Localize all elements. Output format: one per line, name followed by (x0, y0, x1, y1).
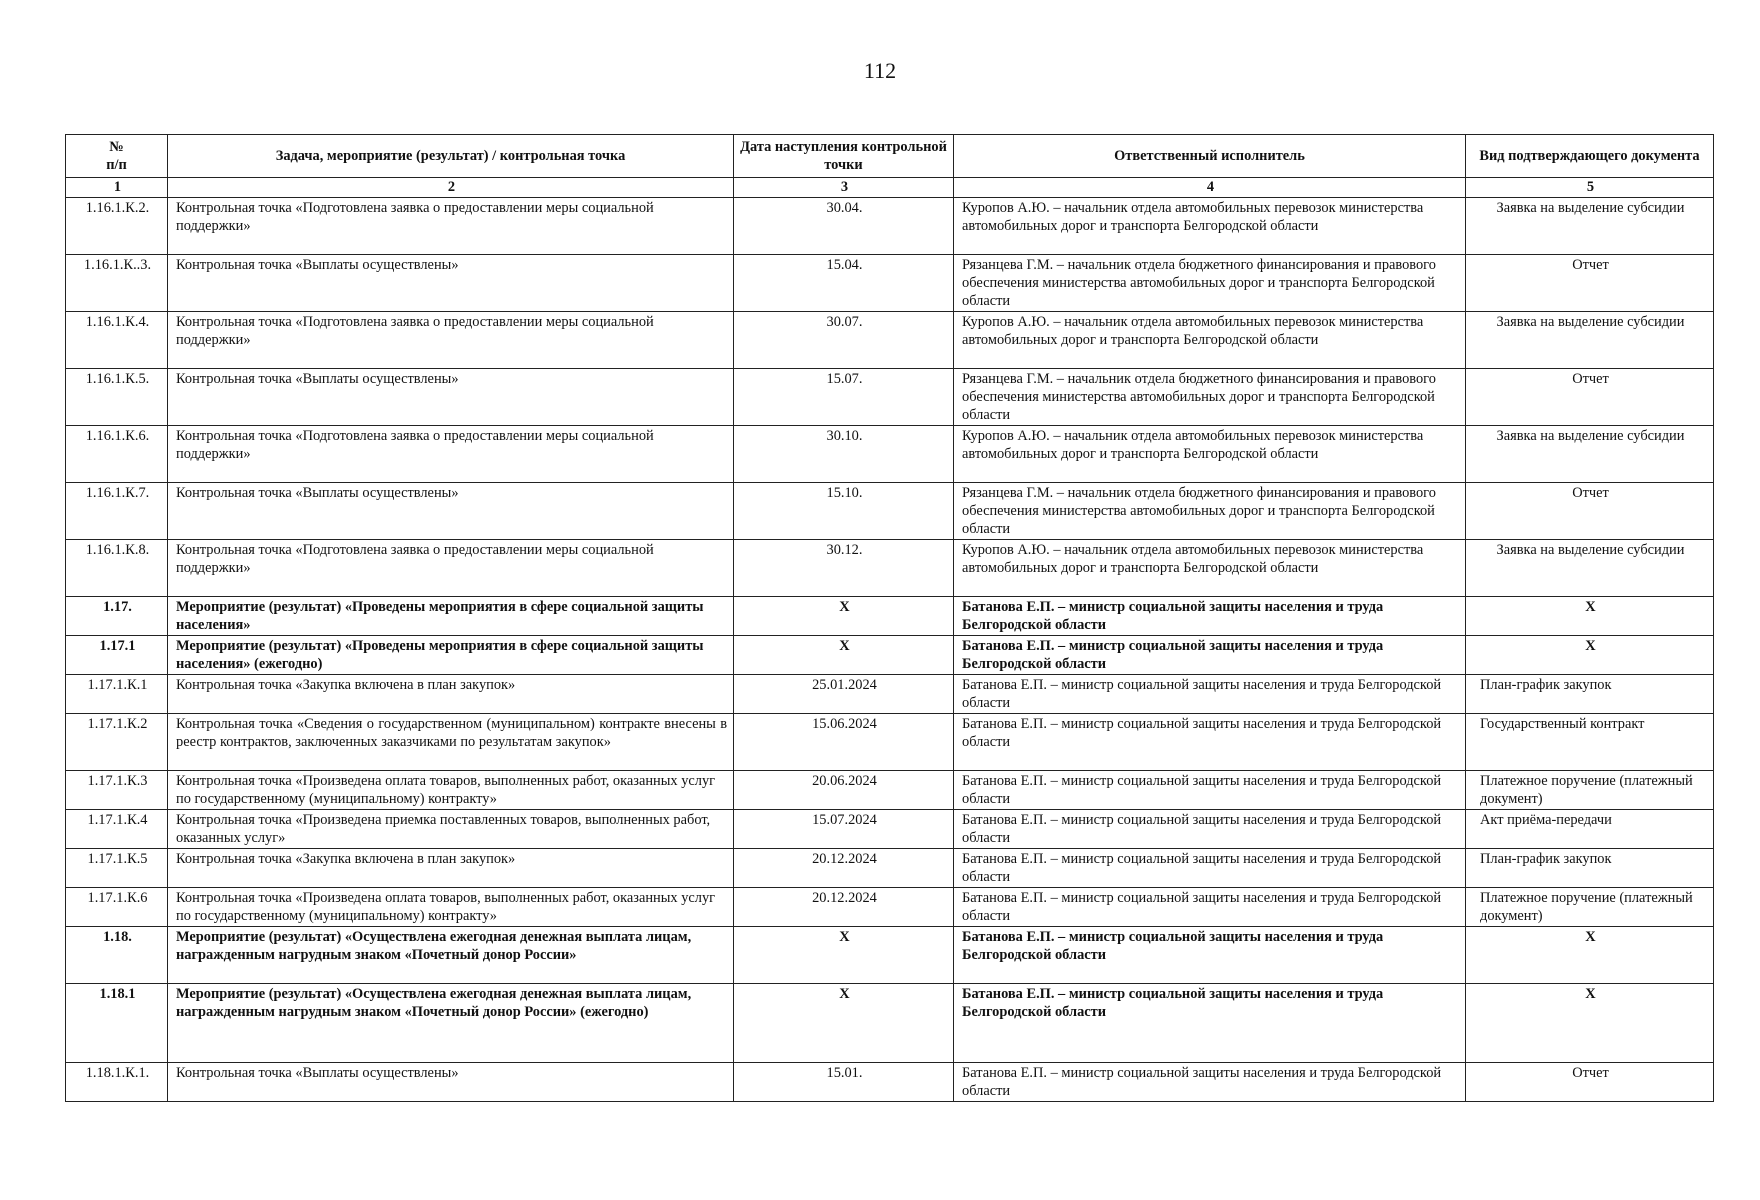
row-executor: Батанова Е.П. – министр социальной защиты населения и труда Белгородской области (954, 810, 1466, 849)
column-index: 4 (954, 178, 1466, 198)
row-number: 1.16.1.К.2. (66, 198, 168, 255)
row-executor: Батанова Е.П. – министр социальной защиты населения и труда Белгородской области (954, 849, 1466, 888)
row-number: 1.16.1.К.7. (66, 483, 168, 540)
row-task: Контрольная точка «Произведена оплата товаров, выполненных работ, оказанных услуг по государственному (муниципальному) контракту» (168, 888, 734, 927)
table-row (66, 483, 1714, 540)
column-index: 3 (734, 178, 954, 198)
row-task: Контрольная точка «Подготовлена заявка о предоставлении меры социальной поддержки» (168, 198, 734, 255)
row-executor: Рязанцева Г.М. – начальник отдела бюджетного финансирования и правового обеспечения министерства автомобильных дорог и транспорта Белгородской области (954, 369, 1466, 426)
row-number: 1.17. (66, 597, 168, 636)
row-document: Х (1466, 597, 1714, 636)
row-document: Отчет (1466, 483, 1714, 540)
column-index: 2 (168, 178, 734, 198)
table-row (66, 675, 1714, 714)
row-executor: Куропов А.Ю. – начальник отдела автомобильных перевозок министерства автомобильных дорог и транспорта Белгородской области (954, 540, 1466, 597)
row-task: Контрольная точка «Сведения о государственном (муниципальном) контракте внесены в реестр контрактов, заключенных заказчиками по результатам закупок» (168, 714, 734, 771)
row-executor: Рязанцева Г.М. – начальник отдела бюджетного финансирования и правового обеспечения министерства автомобильных дорог и транспорта Белгородской области (954, 483, 1466, 540)
row-task: Контрольная точка «Подготовлена заявка о предоставлении меры социальной поддержки» (168, 426, 734, 483)
row-document: Государственный контракт (1466, 714, 1714, 771)
row-executor: Батанова Е.П. – министр социальной защиты населения и труда Белгородской области (954, 675, 1466, 714)
control-points-table (65, 134, 1714, 1102)
table-row (66, 888, 1714, 927)
table-row (66, 369, 1714, 426)
row-executor: Батанова Е.П. – министр социальной защиты населения и труда Белгородской области (954, 636, 1466, 675)
row-document: Отчет (1466, 1063, 1714, 1102)
row-task: Контрольная точка «Выплаты осуществлены» (168, 1063, 734, 1102)
row-executor: Батанова Е.П. – министр социальной защиты населения и труда Белгородской области (954, 771, 1466, 810)
row-executor: Батанова Е.П. – министр социальной защиты населения и труда Белгородской области (954, 597, 1466, 636)
row-executor: Батанова Е.П. – министр социальной защиты населения и труда Белгородской области (954, 984, 1466, 1063)
row-task: Контрольная точка «Подготовлена заявка о предоставлении меры социальной поддержки» (168, 540, 734, 597)
row-date: 15.07.2024 (734, 810, 954, 849)
row-document: Х (1466, 927, 1714, 984)
row-document: Отчет (1466, 369, 1714, 426)
row-task: Мероприятие (результат) «Проведены мероприятия в сфере социальной защиты населения» (ежегодно) (168, 636, 734, 675)
row-number: 1.18.1 (66, 984, 168, 1063)
row-date: Х (734, 636, 954, 675)
row-document: Х (1466, 636, 1714, 675)
row-date: 20.12.2024 (734, 888, 954, 927)
table-row (66, 1063, 1714, 1102)
column-index-row (66, 178, 1714, 198)
column-index: 1 (66, 178, 168, 198)
table-row-measure (66, 927, 1714, 984)
row-document: Х (1466, 984, 1714, 1063)
table-row-measure (66, 984, 1714, 1063)
row-document: План-график закупок (1466, 849, 1714, 888)
row-executor: Куропов А.Ю. – начальник отдела автомобильных перевозок министерства автомобильных дорог и транспорта Белгородской области (954, 426, 1466, 483)
row-date: 30.07. (734, 312, 954, 369)
header-document: Вид подтверждающего документа (1466, 135, 1714, 178)
row-date: 30.12. (734, 540, 954, 597)
row-date: 20.06.2024 (734, 771, 954, 810)
row-document: План-график закупок (1466, 675, 1714, 714)
table-row (66, 312, 1714, 369)
row-number: 1.16.1.К.8. (66, 540, 168, 597)
row-number: 1.17.1.К.5 (66, 849, 168, 888)
row-date: 15.01. (734, 1063, 954, 1102)
row-number: 1.17.1.К.4 (66, 810, 168, 849)
row-number: 1.18.1.К.1. (66, 1063, 168, 1102)
row-document: Платежное поручение (платежный документ) (1466, 888, 1714, 927)
row-task: Контрольная точка «Произведена оплата товаров, выполненных работ, оказанных услуг по государственному (муниципальному) контракту» (168, 771, 734, 810)
table-row (66, 255, 1714, 312)
row-task: Мероприятие (результат) «Осуществлена ежегодная денежная выплата лицам, награжденным нагрудным знаком «Почетный донор России» (168, 927, 734, 984)
row-number: 1.17.1.К.3 (66, 771, 168, 810)
row-date: 30.10. (734, 426, 954, 483)
row-number: 1.17.1.К.1 (66, 675, 168, 714)
row-date: 25.01.2024 (734, 675, 954, 714)
table-row (66, 540, 1714, 597)
row-task: Контрольная точка «Выплаты осуществлены» (168, 255, 734, 312)
row-document: Заявка на выделение субсидии (1466, 198, 1714, 255)
header-date: Дата наступления контрольной точки (734, 135, 954, 178)
row-task: Мероприятие (результат) «Осуществлена ежегодная денежная выплата лицам, награжденным нагрудным знаком «Почетный донор России» (ежегодно) (168, 984, 734, 1063)
row-executor: Батанова Е.П. – министр социальной защиты населения и труда Белгородской области (954, 1063, 1466, 1102)
row-task: Контрольная точка «Подготовлена заявка о предоставлении меры социальной поддержки» (168, 312, 734, 369)
header-number: № п/п (66, 135, 168, 178)
row-executor: Куропов А.Ю. – начальник отдела автомобильных перевозок министерства автомобильных дорог и транспорта Белгородской области (954, 312, 1466, 369)
row-executor: Куропов А.Ю. – начальник отдела автомобильных перевозок министерства автомобильных дорог и транспорта Белгородской области (954, 198, 1466, 255)
row-date: 30.04. (734, 198, 954, 255)
row-date: Х (734, 597, 954, 636)
row-number: 1.16.1.К.4. (66, 312, 168, 369)
row-number: 1.16.1.К.5. (66, 369, 168, 426)
row-number: 1.18. (66, 927, 168, 984)
row-document: Акт приёма-передачи (1466, 810, 1714, 849)
table-row (66, 771, 1714, 810)
row-task: Контрольная точка «Закупка включена в план закупок» (168, 675, 734, 714)
row-date: 15.06.2024 (734, 714, 954, 771)
table-row-measure (66, 597, 1714, 636)
header-executor: Ответственный исполнитель (954, 135, 1466, 178)
row-document: Заявка на выделение субсидии (1466, 540, 1714, 597)
row-task: Контрольная точка «Произведена приемка поставленных товаров, выполненных работ, оказанных услуг» (168, 810, 734, 849)
row-number: 1.17.1.К.2 (66, 714, 168, 771)
table-row (66, 714, 1714, 771)
table-row (66, 810, 1714, 849)
row-number: 1.16.1.К..3. (66, 255, 168, 312)
table-row (66, 198, 1714, 255)
row-date: 15.10. (734, 483, 954, 540)
table-header-row (66, 135, 1714, 178)
row-date: Х (734, 984, 954, 1063)
row-date: 15.04. (734, 255, 954, 312)
row-executor: Батанова Е.П. – министр социальной защиты населения и труда Белгородской области (954, 888, 1466, 927)
row-task: Контрольная точка «Выплаты осуществлены» (168, 483, 734, 540)
row-executor: Батанова Е.П. – министр социальной защиты населения и труда Белгородской области (954, 927, 1466, 984)
table-row (66, 849, 1714, 888)
row-number: 1.16.1.К.6. (66, 426, 168, 483)
row-date: Х (734, 927, 954, 984)
row-date: 15.07. (734, 369, 954, 426)
column-index: 5 (1466, 178, 1714, 198)
row-executor: Батанова Е.П. – министр социальной защиты населения и труда Белгородской области (954, 714, 1466, 771)
row-document: Заявка на выделение субсидии (1466, 312, 1714, 369)
table-row (66, 426, 1714, 483)
row-task: Контрольная точка «Закупка включена в план закупок» (168, 849, 734, 888)
row-task: Контрольная точка «Выплаты осуществлены» (168, 369, 734, 426)
page-number: 112 (863, 58, 897, 83)
row-number: 1.17.1.К.6 (66, 888, 168, 927)
row-executor: Рязанцева Г.М. – начальник отдела бюджетного финансирования и правового обеспечения министерства автомобильных дорог и транспорта Белгородской области (954, 255, 1466, 312)
row-document: Платежное поручение (платежный документ) (1466, 771, 1714, 810)
row-number: 1.17.1 (66, 636, 168, 675)
row-task: Мероприятие (результат) «Проведены мероприятия в сфере социальной защиты населения» (168, 597, 734, 636)
table-row-measure (66, 636, 1714, 675)
row-document: Заявка на выделение субсидии (1466, 426, 1714, 483)
header-task: Задача, мероприятие (результат) / контрольная точка (168, 135, 734, 178)
row-document: Отчет (1466, 255, 1714, 312)
row-date: 20.12.2024 (734, 849, 954, 888)
